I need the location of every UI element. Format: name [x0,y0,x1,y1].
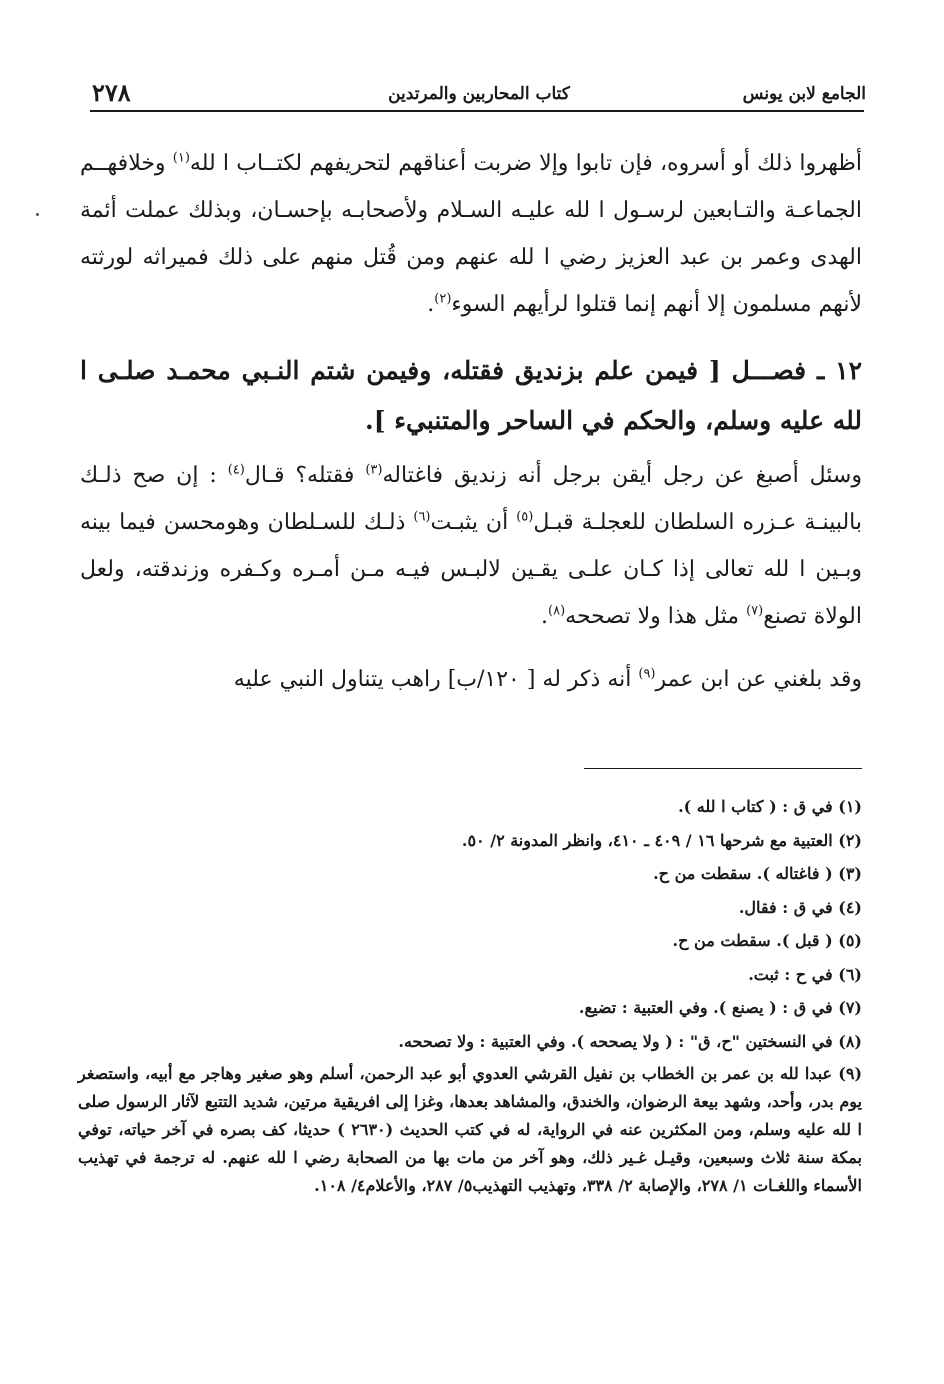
footnote-reference: (٢) [434,291,452,307]
footnote-number: (١) [832,797,862,816]
footnote-text: العتبية مع شرحها ١٦ / ٤٠٩ ـ ٤١٠، وانظر المدونة ٢/ ٥٠. [461,830,833,850]
footnote-reference: (٧) [746,603,764,619]
footnote-separator [584,768,862,769]
footnotes [78,790,862,1200]
text-run: فقتله؟ قـال [244,463,366,488]
footnote-item [78,958,862,992]
footnote-number: (٣) [832,864,862,883]
footnote-text: ( قبل ). سقطت من ح. [672,931,833,950]
book-title: الجامع لابن يونس [742,84,866,104]
footnote-text: في ح : ثبت. [748,964,833,984]
paragraph-2 [80,452,862,640]
chapter-title: كتاب المحاربين والمرتدين [388,84,570,104]
footnote-text: عبدا لله بن عمر بن الخطاب بن نفيل القرشي العدوي أبو عبد الرحمن، أسلم وهو صغير وهاجر مع أبيه، واستصغر يوم بدر، وأحد، وشهد بيعة الرضوان، والخندق، والمشاهد بعدها، وغزا إلى افريقية مرتين، شديد التتبع لآثار الرسول صلى ا لله عليه وسلم، ومن المكثرين عنه في الرواية، له في كتب الحديث (٢٦٣٠ ) حديثا، كف بصره في آخر حياته، توفي بمكة سنة ثلاث وسبعين، وقيـل غـير ذلك، وهو آخر من مات بها من الصحابة رضي ا لله عنهم. له ترجمة في تهذيب الأسماء واللغـات ١/ ٢٧٨، والإصابة ٢/ ٣٣٨، وتهذيب التهذيب٥/ ٢٨٧، والأعلام٤/ ١٠٨. [78,1064,862,1195]
page-number: ٢٧٨ [92,78,131,107]
footnote-item [78,790,862,824]
header-rule [90,110,864,112]
text-run: مثل هذا ولا تصححه [565,604,747,629]
footnote-number: (٦) [832,964,862,984]
scan-speck [36,213,39,216]
footnote-reference: (٣) [365,462,383,478]
running-header [92,78,866,108]
footnote-reference: (٦) [413,509,431,525]
footnote-text: ( فاغتاله ). سقطت من ح. [653,864,833,883]
footnote-text: في ق : ( يصنع ). وفي العتبية : تضيع. [578,998,833,1017]
text-run: . [541,604,549,629]
footnote-item [78,991,862,1025]
footnote-reference: (٤) [227,462,245,478]
footnote-number: (٤) [832,897,862,917]
footnote-reference: (٩) [638,666,656,682]
text-run: أن يثبـت [430,510,517,535]
footnote-item [78,891,862,925]
footnote-number: (٧) [832,998,862,1017]
footnote-item [78,1060,862,1200]
text-run: وخلافهــم الجماعـة والتـابعين لرسـول ا لله عليـه السـلام ولأصحابـه بإحسـان، وبذلك عملت أئمة الهدى وعمر بن عبد العزيز رضي ا لله عنهم ومن قُتل منهم على ذلك فميراثه لورثته لأنهم مسلمون إلا أنهم إنما قتلوا لرأيهم السوء [80,151,862,317]
footnote-number: (٨) [832,1031,862,1051]
footnote-text: في النسختين "ح، ق" : ( ولا يصححه ). وفي العتبية : ولا تصححه. [398,1031,833,1051]
footnote-item [78,824,862,858]
main-text [80,140,862,703]
footnote-reference: (٨) [548,603,566,619]
footnote-reference: (٥) [516,509,534,525]
text-run: وسئل أصبغ عن رجل أيقن برجل أنه زنديق فاغتاله [382,463,862,488]
footnote-text: في ق : فقال. [738,897,833,917]
footnote-number: (٥) [832,931,862,950]
paragraph-1 [80,140,862,328]
text-run: أظهروا ذلك أو أسروه، فإن تابوا وإلا ضربت أعناقهم لتحريفهم لكتــاب ا لله [189,151,862,176]
text-run: أنه ذكر له [ ١٢٠/ب] راهب يتناول النبي عليه [233,667,639,692]
footnote-number: (٢) [832,830,862,850]
section-heading: ١٢ ـ فصـــل [ فيمن علم بزنديق فقتله، وفيمن شتم النـبي محمـد صلـى ا لله عليه وسلم، والحكم في الساحر والمتنبيء ]. [80,356,862,435]
text-run: : إن صح ذلـك بالبينـة عـزره السلطان للعجلـة قبـل [80,463,863,535]
footnote-number: (٩) [832,1064,863,1083]
text-run: وقد بلغني عن ابن عمر [655,667,862,692]
footnote-item [78,1025,862,1059]
footnote-item [78,857,862,891]
paragraph-3 [80,656,862,703]
footnote-text: في ق : ( كتاب ا لله ). [678,797,833,816]
text-run: . [427,292,435,317]
text-run: ذلـك للسـلطان وهومحسن فيما بينه وبـين ا لله تعالى إذا كـان علـى يقـين لالبـس فيـه مـن أمـره وكـفره وزندقته، ولعل الولاة تصنع [80,510,862,629]
footnote-item [78,924,862,958]
footnote-reference: (١) [172,150,190,166]
